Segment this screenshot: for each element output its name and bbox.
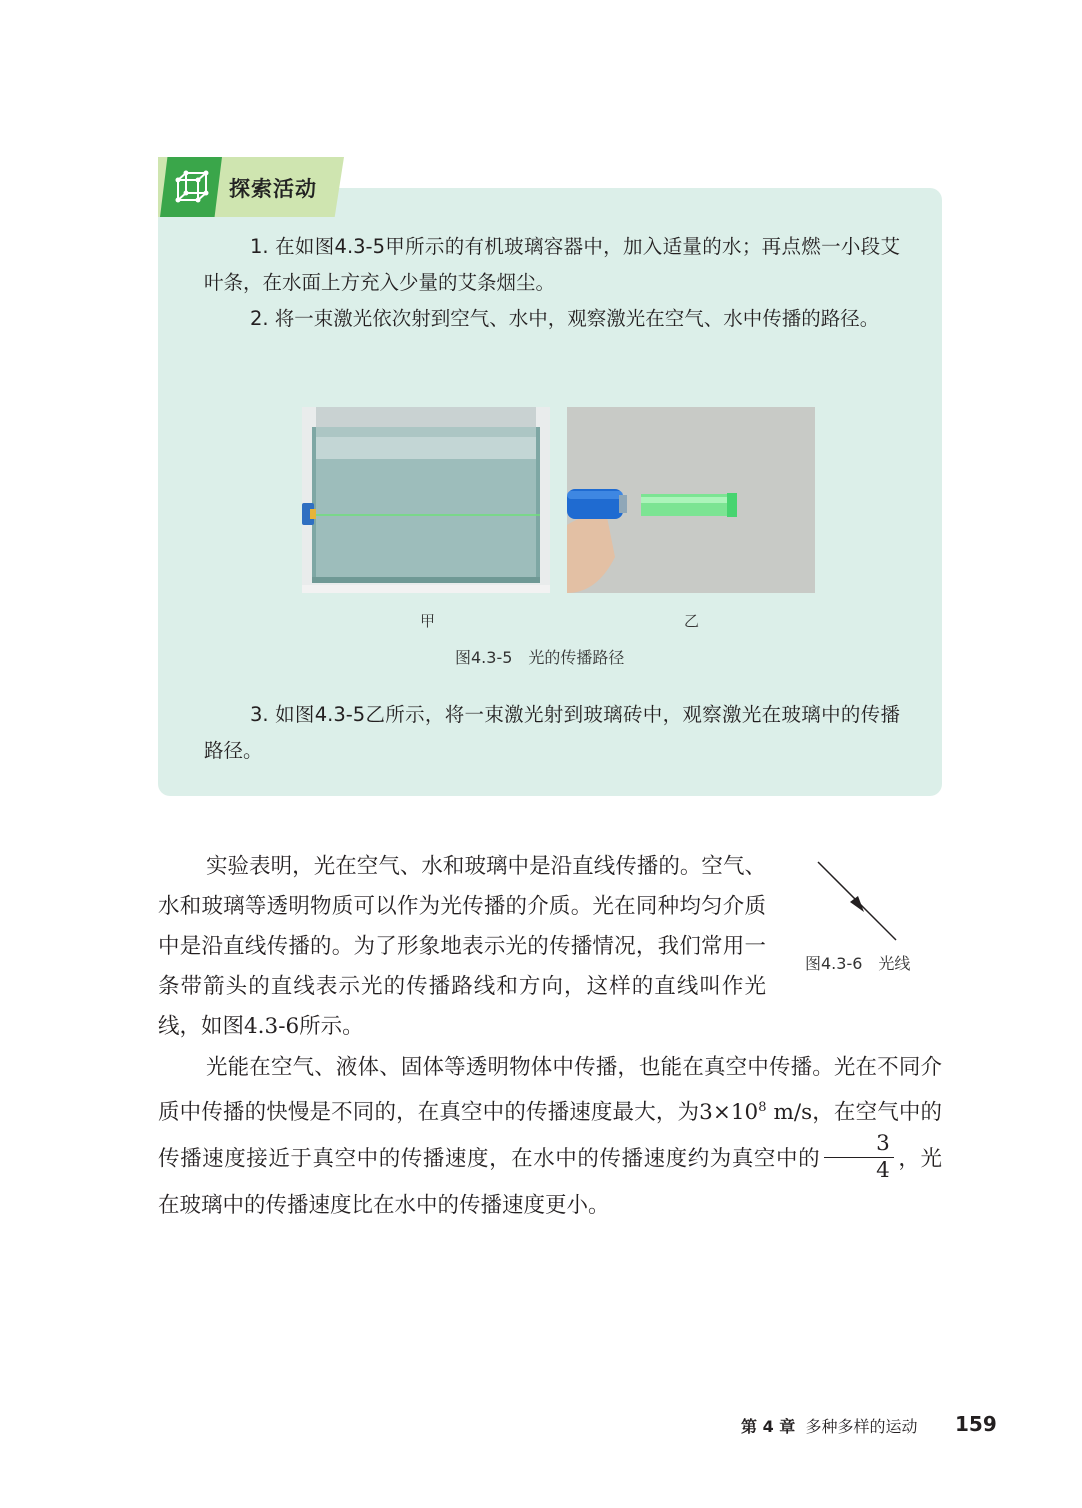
fraction-numerator: 3 [824, 1131, 894, 1158]
footer-chapter [741, 1414, 917, 1437]
body-paragraph-2-part-a: 光能在空气、液体、固体等透明物体中传播，也能在真空中传播。光在不同介质中传播的快慢是不同的，在真空中的传播速度最大，为3×10 [158, 1055, 942, 1126]
figure-photo-a-water-tank [302, 407, 550, 593]
explore-icon-box [160, 157, 222, 217]
body-paragraph-2-part-c: ，光在玻璃中的传播速度比在水中的传播速度更小。 [158, 1146, 942, 1219]
body-paragraph-2 [158, 1048, 942, 1226]
footer-chapter-title: 多种多样的运动 [805, 1417, 918, 1436]
figure-photo-b-glass-block [567, 407, 815, 593]
cube-network-icon [174, 169, 210, 205]
explore-step-1: 1. 在如图4.3-5甲所示的有机玻璃容器中，加入适量的水；再点燃一小段艾叶条，在水面上方充入少量的艾条烟尘。 [204, 235, 900, 294]
explore-activity-title: 探索活动 [229, 177, 317, 201]
figure-4-3-5-caption: 图4.3-5 光的传播路径 [455, 648, 625, 667]
explore-steps-1-2 [204, 229, 900, 337]
fraction-three-quarters [824, 1131, 894, 1184]
explore-step-3-block [204, 697, 900, 769]
exponent: 8 [758, 1100, 767, 1115]
light-ray-arrow-figure [812, 856, 902, 946]
fraction-denominator: 4 [876, 1158, 890, 1184]
page-number: 159 [955, 1412, 997, 1436]
explore-step-2: 2. 将一束激光依次射到空气、水中，观察激光在空气、水中传播的路径。 [250, 307, 880, 330]
explore-step-3: 3. 如图4.3-5乙所示，将一束激光射到玻璃砖中，观察激光在玻璃中的传播路径。 [204, 703, 900, 762]
figure-label-b: 乙 [684, 612, 700, 630]
body-paragraph-1-text: 实验表明，光在空气、水和玻璃中是沿直线传播的。空气、水和玻璃等透明物质可以作为光传播的介质。光在同种均匀介质中是沿直线传播的。为了形象地表示光的传播情况，我们常用一条带箭头的直线表示光的传播路线和方向，这样的直线叫作光线，如图4.3-6所示。 [158, 854, 766, 1039]
footer-chapter-label: 第 4 章 [741, 1417, 796, 1436]
figure-label-a: 甲 [420, 612, 436, 630]
body-paragraph-2-part-b: m/s，在空气中的传播速度接近于真空中的传播速度，在水中的传播速度约为真空中的 [158, 1100, 943, 1172]
body-paragraph-2-text [158, 1048, 942, 1226]
body-paragraph-1 [158, 847, 766, 1047]
figure-4-3-6-caption: 图4.3-6 光线 [805, 954, 911, 973]
